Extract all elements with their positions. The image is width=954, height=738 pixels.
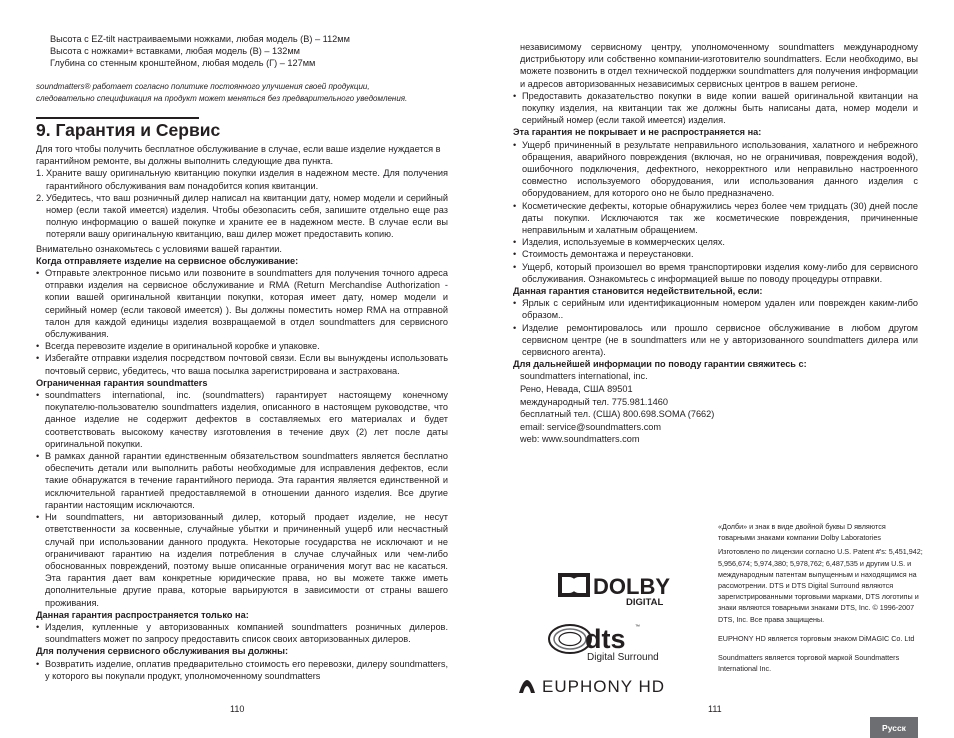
list-item: • Всегда перевозите изделие в оригинальной коробке и упаковке. xyxy=(36,340,448,352)
contact-company: soundmatters international, inc. xyxy=(520,371,648,382)
step-item xyxy=(36,167,448,191)
when-send-list xyxy=(36,267,448,377)
list-item: • В рамках данной гарантии единственным обязательством soundmatters является бесплатно обеспечить детали или выполнить работы необходимые для исправления дефектов, если такие обнаружатся в течение гарантийного периода. Эта гарантия является единственной и исключительной гарантией предоставляемой в отношении данного изделия. Все другие гарантии настоящим исключаются. xyxy=(36,450,448,511)
dolby-digital-label: DIGITAL xyxy=(626,597,664,608)
void-heading: Данная гарантия становится недействительной, если: xyxy=(513,286,763,297)
disclaimer-line: soundmatters® работает согласно политике постоянного улучшения своей продукции, xyxy=(36,82,370,91)
contact-address: Рено, Невада, США 89501 xyxy=(520,384,633,395)
list-item: • Ущерб, который произошел во время транспортировки изделия кому-либо для сервисного обслуживания. Ознакомьтесь с информацией выше по поводу процедуры отправки. xyxy=(513,261,918,285)
list-item: • Возвратить изделие, оплатив предварительно стоимость его перевозки, дилеру soundmatters, у которого вы покупали продукт, уполномоченному soundmatters xyxy=(36,658,448,682)
list-item: • Изделие ремонтировалось или прошло сервисное обслуживание в любом другом сервисном центре (не в soundmatters или не у авторизованного soundmatters дилера или сервисного агента). xyxy=(513,322,918,359)
dts-trademark: ™ xyxy=(635,624,640,630)
list-item: • Изделия, купленные у авторизованных компанией soundmatters розничных дилеров. soundmatters может по запросу предоставить список своих авторизованных дилеров. xyxy=(36,621,448,645)
list-item: • Изделия, используемые в коммерческих целях. xyxy=(513,236,918,248)
euphony-wordmark: EUPHONY HD xyxy=(542,677,666,696)
dts-wordmark: dts xyxy=(585,624,626,654)
dolby-wordmark: DOLBY xyxy=(593,574,670,599)
list-item: • Избегайте отправки изделия посредством почтовой связи. Если вы вынуждены использовать почтовый сервис, убедитесь, что ваша посылка зарегистрирована и застрахована. xyxy=(36,352,448,376)
obligations-list xyxy=(36,658,448,682)
spec-line: Глубина со стенным кронштейном, любая модель (Г) – 127мм xyxy=(50,58,316,69)
obligations-heading: Для получения сервисного обслуживания вы должны: xyxy=(36,646,289,657)
list-item: • Ярлык с серийным или идентификационным номером удален или поврежден каким-либо образом.. xyxy=(513,297,918,321)
extends-heading: Данная гарантия распространяется только на: xyxy=(36,609,249,620)
list-item: • soundmatters international, inc. (soundmatters) гарантирует настоящему конечному покупателю-пользователю soundmatters изделия, описанного в настоящем руководстве, что данное изделие не содержит дефектов в составляемых его материалах и будет соответствовать высокому качеству изготовления в течение двух (2) лет после даты оригинальной покупки. xyxy=(36,389,448,450)
obligations-continued: независимому сервисному центру, уполномоченному soundmatters международному дистрибьютору или собственно компании-изготовителю soundmatters. Если необходимо, вы можете позвонить в отдел технической поддержки soundmatters для получения информации и адресов авторизованных независимых сервисных центров в вашем регионе. xyxy=(520,42,918,89)
step-text: Убедитесь, что ваш розничный дилер написал на квитанции дату, номер модели и серийный номер (если такой имеется) изделия. Чтобы обезопасить себя, запишите отдельно еще раз полную информацию о вашей покупке и храните ее в надежном месте. В случае если вы потеряли вашу оригинальную квитанцию, ваш дилер может предоставить копию. xyxy=(46,192,448,240)
soundmatters-notice: Soundmatters является торговой маркой Soundmatters International Inc. xyxy=(718,653,900,674)
step-text: Храните вашу оригинальную квитанцию покупки изделия в надежном месте. Для получения гарантийного обслуживания вам понадобится копия квитанции. xyxy=(46,168,448,191)
list-item: • Стоимость демонтажа и переустановки. xyxy=(513,248,918,260)
dimension-specs xyxy=(50,33,350,70)
read-conditions: Внимательно ознакомьтесь с условиями вашей гарантии. xyxy=(36,243,282,254)
list-item: • Ни soundmatters, ни авторизованный дилер, который продает изделие, не несут ответственности за косвенные, случайные убытки и причиненный ущерб или несчастный случай при использовании данного продукта. Некоторые государства не исключают и не ограничивают гарантию на изделия потребления в случае случайных или чем-либо обоснованных повреждений, поэтому выше описанные ограничения могут вас не касаться. Эта гарантия дает вам конкретные юридические права, но вы можете также иметь дополнительные другие права, которые варьируются в зависимости от страны вашего проживания. xyxy=(36,511,448,609)
language-tab: Русск xyxy=(870,717,918,738)
when-send-heading: Когда отправляете изделие на сервисное обслуживание: xyxy=(36,255,299,266)
page-number-left: 110 xyxy=(230,704,245,714)
void-list xyxy=(513,297,918,358)
not-cover-list xyxy=(513,139,918,285)
section-title: 9. Гарантия и Сервис xyxy=(36,120,221,140)
obligations-list-continued xyxy=(513,90,918,127)
euphony-logo xyxy=(519,677,665,696)
intro-paragraph: Для того чтобы получить бесплатное обслуживание в случае, если ваше изделие нуждается в гарантийном ремонте, вы должны выполнить следующие два пункта. xyxy=(36,144,441,167)
page-number-right: 111 xyxy=(708,704,722,714)
not-cover-heading: Эта гарантия не покрывает и не распространяется на: xyxy=(513,127,762,138)
step-number: 1. xyxy=(36,168,44,179)
step-item xyxy=(36,192,448,241)
dolby-notice: «Долби» и знак в виде двойной буквы D являются товарными знаками компании Dolby Laboratories xyxy=(718,522,886,543)
spec-disclaimer xyxy=(36,81,456,105)
dts-logo xyxy=(549,624,659,663)
dts-digital-surround-label: Digital Surround xyxy=(587,652,659,663)
limited-warranty-heading: Ограниченная гарантия soundmatters xyxy=(36,377,208,388)
list-item: • Отправьте электронное письмо или позвоните в soundmatters для получения точного адреса отправки изделия на сервисное обслуживание и RMA (Return Merchandise Authorization - копии вашей оригинальной квитанции покупки, которая имеет дату, номер модели и серийный номер (если таковой имеется) ). Вы должны поместить номер RMA на отправной талон для каждой единицы изделия возвращаемой в отдел soundmatters для сервисного обслуживания. xyxy=(36,267,448,340)
contact-heading: Для дальнейшей информации по поводу гарантии свяжитесь с: xyxy=(513,359,807,370)
logo-artwork xyxy=(513,565,688,705)
disclaimer-line: следовательно спецификация на продукт может меняться без предварительного уведомления. xyxy=(36,94,408,103)
spec-line: Высота с EZ-tilt настраиваемыми ножками, любая модель (В) – 112мм xyxy=(50,34,350,44)
trademark-notices xyxy=(718,521,923,677)
dolby-logo xyxy=(558,573,670,608)
contact-intl-phone: международный тел. 775.981.1460 xyxy=(520,396,668,407)
list-item: • Косметические дефекты, которые обнаружились через более чем тридцать (30) дней после даты покупки. Исключаются так же косметические повреждения, причиненные неправильным и халатным обращением. xyxy=(513,200,918,237)
spec-line: Высота с ножками+ вставками, любая модель (В) – 132мм xyxy=(50,46,300,57)
section-rule xyxy=(36,117,199,119)
euphony-notice: EUPHONY HD является торговым знаком DiMAGIC Co. Ltd xyxy=(718,633,915,643)
contact-block xyxy=(513,370,918,446)
contact-tollfree-phone: бесплатный тел. (США) 800.698.SOMA (7662) xyxy=(520,409,715,420)
warranty-left-column xyxy=(36,143,448,682)
contact-email: email: service@soundmatters.com xyxy=(520,421,662,432)
list-item: • Предоставить доказательство покупки в виде копии вашей оригинальной квитанции на покупку изделия, на квитанции так же должны быть написаны дата, номер модели и серийный номер (если такой имеется) изделия. xyxy=(513,90,918,127)
dts-notice: Изготовлено по лицензии согласно U.S. Patent #'s: 5,451,942; 5,956,674; 5,974,380; 5,978,762; 6,487,535 и другим U.S. и международным патентам выпущенным и находящимся на рассмотрении. DTS и DTS Digital Surround являются зарегистрированными торговыми марками, DTS логотипы и знаки являются товарными знаками DTS, Inc. © 1996-2007 DTS, Inc. Все права защищены. xyxy=(718,547,923,624)
list-item: • Ущерб причиненный в результате неправильного использования, халатного и небрежного обращения, аварийного повреждения (включая, но не ограничивая, повреждения водой), ошибочного подключения, дефектного, некорректного или неправильно настроенного совместно используемого оборудования, или использования данного изделия с оборудованием, для которого оно не было предназначено. xyxy=(513,139,918,200)
contact-web: web: www.soundmatters.com xyxy=(520,434,640,445)
steps-list xyxy=(36,167,448,240)
warranty-right-column xyxy=(513,41,918,446)
step-number: 2. xyxy=(36,192,44,203)
extends-list xyxy=(36,621,448,645)
limited-warranty-list xyxy=(36,389,448,609)
brand-logos xyxy=(513,565,688,710)
